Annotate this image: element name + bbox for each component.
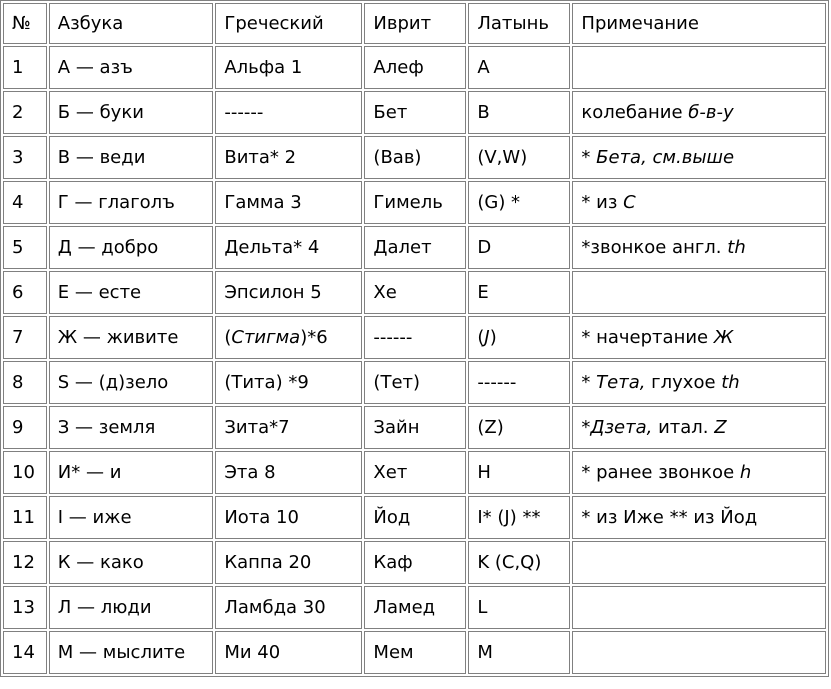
cell-note: колебание б-в-у bbox=[572, 91, 826, 134]
cell-greek: Альфа 1 bbox=[215, 46, 362, 89]
cell-hebrew: Бет bbox=[364, 91, 466, 134]
table-row bbox=[3, 451, 826, 494]
cell-azbuka: В — веди bbox=[49, 136, 214, 179]
cell-greek: (Тита) *9 bbox=[215, 361, 362, 404]
header-greek: Греческий bbox=[215, 3, 362, 44]
cell-greek: Эта 8 bbox=[215, 451, 362, 494]
table-row bbox=[3, 226, 826, 269]
cell-azbuka: М — мыслите bbox=[49, 631, 214, 674]
cell-hebrew: Зайн bbox=[364, 406, 466, 449]
cell-num: 5 bbox=[3, 226, 47, 269]
cell-num: 12 bbox=[3, 541, 47, 584]
italic-text: J bbox=[484, 327, 490, 348]
cell-latin: (G) * bbox=[468, 181, 570, 224]
cell-note bbox=[572, 46, 826, 89]
table-row bbox=[3, 586, 826, 629]
cell-num: 13 bbox=[3, 586, 47, 629]
cell-azbuka: Е — есте bbox=[49, 271, 214, 314]
cell-num: 1 bbox=[3, 46, 47, 89]
italic-text: C bbox=[623, 192, 636, 213]
cell-azbuka: Г — глаголъ bbox=[49, 181, 214, 224]
italic-text: th bbox=[721, 372, 740, 393]
cell-latin: A bbox=[468, 46, 570, 89]
table-row bbox=[3, 496, 826, 539]
cell-greek: Иота 10 bbox=[215, 496, 362, 539]
italic-text: Тета, bbox=[596, 372, 646, 393]
cell-azbuka: Б — буки bbox=[49, 91, 214, 134]
italic-text: Бета, см.выше bbox=[596, 147, 735, 168]
table-body bbox=[3, 46, 826, 674]
table-header bbox=[3, 3, 826, 44]
cell-hebrew: Хет bbox=[364, 451, 466, 494]
cell-greek: Зита*7 bbox=[215, 406, 362, 449]
cell-hebrew: Ламед bbox=[364, 586, 466, 629]
cell-azbuka: З — земля bbox=[49, 406, 214, 449]
italic-text: Дзета, bbox=[590, 417, 653, 438]
table-row bbox=[3, 361, 826, 404]
cell-azbuka: Д — добро bbox=[49, 226, 214, 269]
cell-greek: (Стигма)*6 bbox=[215, 316, 362, 359]
cell-note: * из Иже ** из Йод bbox=[572, 496, 826, 539]
cell-note: * Тета, глухое th bbox=[572, 361, 826, 404]
table-row bbox=[3, 406, 826, 449]
cell-hebrew: Мем bbox=[364, 631, 466, 674]
cell-num: 3 bbox=[3, 136, 47, 179]
table-row bbox=[3, 271, 826, 314]
cell-num: 9 bbox=[3, 406, 47, 449]
header-latin: Латынь bbox=[468, 3, 570, 44]
cell-latin: D bbox=[468, 226, 570, 269]
cell-azbuka: И* — и bbox=[49, 451, 214, 494]
cell-greek: Ми 40 bbox=[215, 631, 362, 674]
cell-num: 7 bbox=[3, 316, 47, 359]
cell-hebrew: Гимель bbox=[364, 181, 466, 224]
cell-hebrew: Хе bbox=[364, 271, 466, 314]
cell-latin: B bbox=[468, 91, 570, 134]
cell-note bbox=[572, 586, 826, 629]
cell-azbuka: К — како bbox=[49, 541, 214, 584]
cell-azbuka: I — иже bbox=[49, 496, 214, 539]
cell-hebrew: Далет bbox=[364, 226, 466, 269]
cell-note bbox=[572, 541, 826, 584]
cell-num: 11 bbox=[3, 496, 47, 539]
italic-text: б-в-у bbox=[688, 102, 734, 123]
table-row bbox=[3, 136, 826, 179]
cell-num: 10 bbox=[3, 451, 47, 494]
cell-latin: ------ bbox=[468, 361, 570, 404]
cell-hebrew: ------ bbox=[364, 316, 466, 359]
italic-text: th bbox=[727, 237, 746, 258]
cell-greek: Ламбда 30 bbox=[215, 586, 362, 629]
cell-note: *Дзета, итал. Z bbox=[572, 406, 826, 449]
header-row bbox=[3, 3, 826, 44]
cell-note: * из C bbox=[572, 181, 826, 224]
cell-hebrew: (Тет) bbox=[364, 361, 466, 404]
cell-greek: Эпсилон 5 bbox=[215, 271, 362, 314]
cell-greek: Гамма 3 bbox=[215, 181, 362, 224]
cell-note bbox=[572, 631, 826, 674]
cell-note bbox=[572, 271, 826, 314]
header-note: Примечание bbox=[572, 3, 826, 44]
cell-hebrew: Каф bbox=[364, 541, 466, 584]
table-row bbox=[3, 631, 826, 674]
italic-text: Стигма bbox=[231, 327, 301, 348]
cell-hebrew: (Вав) bbox=[364, 136, 466, 179]
italic-text: h bbox=[739, 462, 752, 483]
cell-greek: Дельта* 4 bbox=[215, 226, 362, 269]
cell-azbuka: Ж — живите bbox=[49, 316, 214, 359]
cell-latin: L bbox=[468, 586, 570, 629]
cell-latin: (J) bbox=[468, 316, 570, 359]
table-row bbox=[3, 91, 826, 134]
table-row bbox=[3, 316, 826, 359]
cell-num: 4 bbox=[3, 181, 47, 224]
header-num: № bbox=[3, 3, 47, 44]
table-row bbox=[3, 181, 826, 224]
cell-note: * начертание Ж bbox=[572, 316, 826, 359]
header-azbuka: Азбука bbox=[49, 3, 214, 44]
cell-hebrew: Алеф bbox=[364, 46, 466, 89]
cell-num: 6 bbox=[3, 271, 47, 314]
cell-greek: ------ bbox=[215, 91, 362, 134]
table-row bbox=[3, 541, 826, 584]
cell-azbuka: S — (д)зело bbox=[49, 361, 214, 404]
cell-latin: H bbox=[468, 451, 570, 494]
cell-greek: Каппа 20 bbox=[215, 541, 362, 584]
cell-azbuka: Л — люди bbox=[49, 586, 214, 629]
cell-latin: (Z) bbox=[468, 406, 570, 449]
header-hebrew: Иврит bbox=[364, 3, 466, 44]
cell-latin: M bbox=[468, 631, 570, 674]
cell-latin: K (C,Q) bbox=[468, 541, 570, 584]
cell-latin: E bbox=[468, 271, 570, 314]
cell-hebrew: Йод bbox=[364, 496, 466, 539]
cell-num: 2 bbox=[3, 91, 47, 134]
cell-num: 8 bbox=[3, 361, 47, 404]
italic-text: Ж bbox=[713, 327, 734, 348]
table-row bbox=[3, 46, 826, 89]
cell-note: * ранее звонкое h bbox=[572, 451, 826, 494]
cell-num: 14 bbox=[3, 631, 47, 674]
cell-latin: (V,W) bbox=[468, 136, 570, 179]
cell-latin: I* (J) ** bbox=[468, 496, 570, 539]
cell-note: *звонкое англ. th bbox=[572, 226, 826, 269]
cell-note: * Бета, см.выше bbox=[572, 136, 826, 179]
cell-azbuka: А — азъ bbox=[49, 46, 214, 89]
italic-text: Z bbox=[714, 417, 727, 438]
cell-greek: Вита* 2 bbox=[215, 136, 362, 179]
